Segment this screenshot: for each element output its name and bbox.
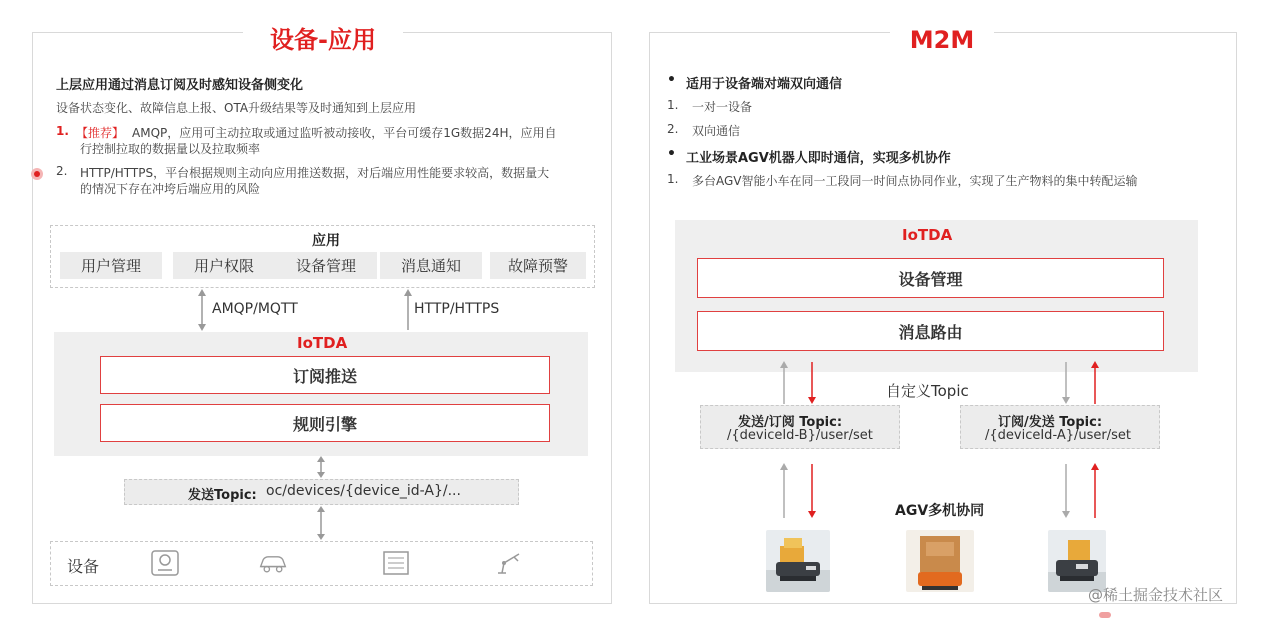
item2-number: 2. bbox=[56, 164, 68, 178]
topic-b-title: 订阅/发送 Topic: bbox=[998, 415, 1103, 430]
topic-b-value: /{deviceId-A}/user/set bbox=[985, 428, 1131, 443]
list2-text-1: 多台AGV智能小车在同一工段同一时间点协同作业，实现了生产物料的集中转配运输 bbox=[692, 174, 1138, 188]
iotda-topic-arrow bbox=[315, 455, 327, 479]
item1-line1: AMQP，应用可主动拉取或通过监听被动接收，平台可缓存1G数据24H，应用自 bbox=[132, 126, 557, 140]
agv-collab-label: AGV多机协同 bbox=[895, 503, 985, 519]
left-down-arrow-bottom bbox=[806, 462, 818, 520]
left-up-arrow-bottom bbox=[778, 462, 790, 520]
app-user-management: 用户管理 bbox=[60, 252, 162, 279]
topic-a-title: 发送/订阅 Topic: bbox=[738, 415, 843, 430]
watermark-red-mark bbox=[1099, 612, 1111, 618]
custom-topic-label: 自定义Topic bbox=[886, 382, 969, 400]
amqp-arrow bbox=[196, 288, 208, 332]
item1-line2: 行控制拉取的数据量以及拉取频率 bbox=[80, 142, 261, 156]
subscribe-push-box: 订阅推送 bbox=[100, 356, 550, 394]
left-heading: 上层应用通过消息订阅及时感知设备侧变化 bbox=[56, 78, 304, 93]
device-management-box: 设备管理 bbox=[697, 258, 1164, 298]
http-arrow bbox=[402, 288, 414, 332]
agv-robot-photo-1 bbox=[766, 530, 830, 592]
robot-arm-icon bbox=[492, 549, 522, 577]
left-topic-prefix: 发送Topic: bbox=[188, 488, 257, 503]
item1-tag: 【推荐】 bbox=[76, 126, 125, 140]
right-down-arrow-top bbox=[1060, 360, 1072, 406]
left-down-arrow-top bbox=[806, 360, 818, 406]
list1-num-2: 2. bbox=[667, 122, 679, 136]
watermark: @稀土掘金技术社区 bbox=[1088, 586, 1224, 604]
protocol-left: AMQP/MQTT bbox=[212, 301, 298, 317]
app-fault-warning: 故障预警 bbox=[490, 252, 586, 279]
right-bullet1: 适用于设备端对端双向通信 bbox=[686, 77, 843, 92]
left-panel-title: 设备-应用 bbox=[243, 22, 403, 58]
protocol-right: HTTP/HTTPS bbox=[414, 301, 500, 317]
right-up-arrow-bottom bbox=[1089, 462, 1101, 520]
item2-line2: 的情况下存在冲垮后端应用的风险 bbox=[80, 182, 261, 196]
app-message-notify: 消息通知 bbox=[380, 252, 482, 279]
list1-num-1: 1. bbox=[667, 98, 679, 112]
device-label: 设备 bbox=[67, 557, 100, 576]
item2-line1: HTTP/HTTPS，平台根据规则主动向应用推送数据，对后端应用性能要求较高，数据量大 bbox=[80, 166, 550, 180]
right-panel-title: M2M bbox=[890, 22, 994, 58]
message-routing-box: 消息路由 bbox=[697, 311, 1164, 351]
agv-robot-photo-3 bbox=[1048, 530, 1106, 592]
item1-number: 1. bbox=[56, 124, 69, 138]
cabinet-icon bbox=[381, 549, 411, 577]
list1-text-2: 双向通信 bbox=[692, 124, 741, 138]
right-iotda-label: IoTDA bbox=[902, 226, 953, 244]
meter-icon bbox=[150, 549, 180, 577]
car-icon bbox=[258, 549, 288, 577]
rule-engine-box: 规则引擎 bbox=[100, 404, 550, 442]
topic-a-value: /{deviceId-B}/user/set bbox=[727, 428, 873, 443]
agv-robot-photo-2 bbox=[906, 530, 974, 592]
left-up-arrow-top bbox=[778, 360, 790, 406]
app-user-permission: 用户权限 bbox=[173, 252, 275, 279]
app-group-label: 应用 bbox=[312, 233, 340, 249]
left-subheading: 设备状态变化、故障信息上报、OTA升级结果等及时通知到上层应用 bbox=[56, 101, 417, 115]
list1-text-1: 一对一设备 bbox=[692, 100, 753, 114]
topic-device-arrow bbox=[315, 505, 327, 541]
left-topic-value: oc/devices/{device_id-A}/... bbox=[266, 483, 461, 499]
left-iotda-label: IoTDA bbox=[297, 334, 348, 352]
bullet1-dot: • bbox=[667, 72, 676, 88]
red-dot-marker bbox=[31, 168, 43, 180]
list2-num-1: 1. bbox=[667, 172, 679, 186]
app-device-management: 设备管理 bbox=[275, 252, 377, 279]
right-bullet2: 工业场景AGV机器人即时通信，实现多机协作 bbox=[686, 151, 951, 166]
bullet2-dot: • bbox=[667, 146, 676, 162]
right-up-arrow-top bbox=[1089, 360, 1101, 406]
right-down-arrow-bottom bbox=[1060, 462, 1072, 520]
